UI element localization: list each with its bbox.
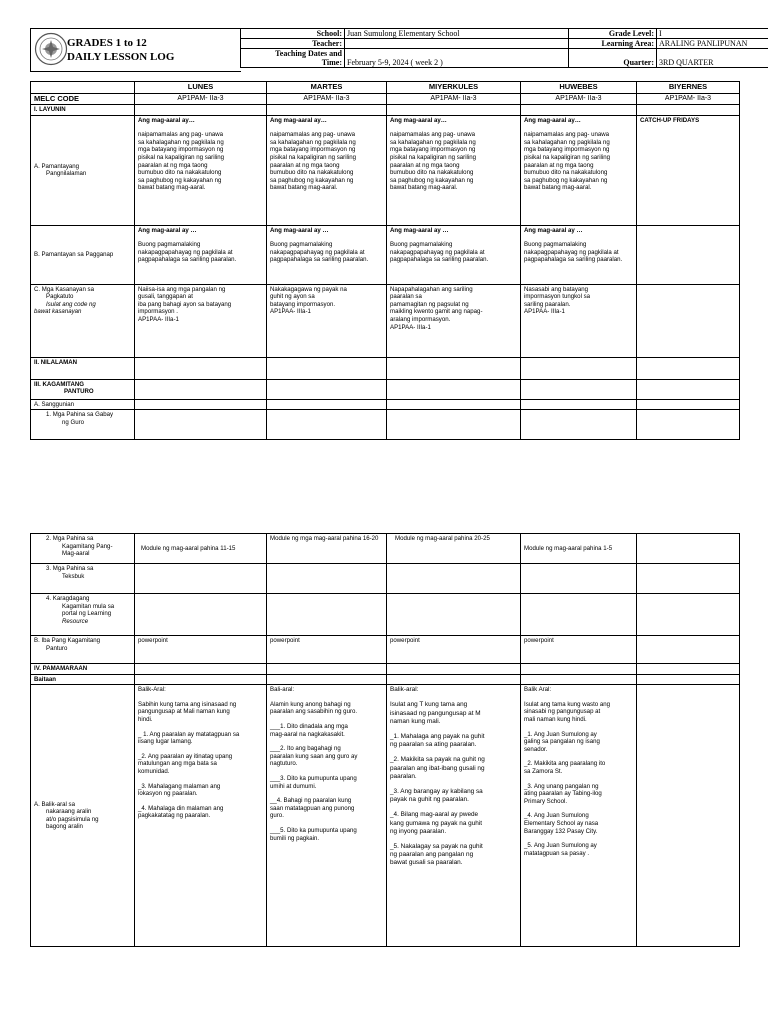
kasanayan-line: aralang impormasyon. bbox=[390, 315, 451, 323]
school-value: Juan Sumulong Elementary School bbox=[345, 29, 569, 39]
balik-aral-item: Primary School. bbox=[524, 797, 568, 805]
balik-aral-intro: pangungusap at Mali naman kung bbox=[138, 708, 230, 716]
balik-aral-martes bbox=[267, 685, 387, 947]
iba-pang-line2: Panturo bbox=[46, 644, 68, 652]
balik-aral-label bbox=[31, 685, 135, 947]
kasanayan-line: gusali, tanggapan at bbox=[138, 293, 193, 301]
kasanayan-line: Napapahalagahan ang sariling bbox=[390, 285, 473, 293]
balik-aral-item: _3. Mahalagang malaman ang bbox=[138, 782, 221, 790]
iba-pang-kagamitan-label bbox=[31, 636, 135, 664]
balik-aral-item: _3. Ang unang pangalan ng bbox=[524, 782, 599, 790]
pagganap-line: Buong pagmamalaking bbox=[524, 241, 587, 249]
quarter-label: Quarter: bbox=[569, 58, 657, 68]
kasanayan-huwebes bbox=[521, 284, 637, 357]
pangnilalaman-line: bumubuo dito na nakakatulong bbox=[390, 169, 474, 177]
kasanayan-line: impormasyon . bbox=[138, 308, 178, 316]
pangnilalaman-miyerkules bbox=[387, 115, 521, 225]
kasanayan-line: maikling kwento gamit ang napag- bbox=[390, 308, 483, 316]
grade-level-value: I bbox=[657, 29, 768, 39]
document-header bbox=[30, 28, 748, 72]
gabay-line1: 1. Mga Pahina sa Gabay bbox=[46, 411, 114, 419]
teacher-value bbox=[345, 39, 569, 49]
balik-aral-item: _2. Makikita sa payak na guhit ng bbox=[390, 756, 485, 764]
gabay-guro-label bbox=[31, 410, 135, 440]
lesson-log-table-part2 bbox=[30, 533, 740, 947]
kasanayan-line: sariling paaralan. bbox=[524, 300, 571, 308]
karagdagang-line2: Kagamitan mula sa bbox=[62, 602, 115, 610]
balik-aral-label-line4: bagong aralin bbox=[46, 823, 83, 831]
pangnilalaman-line: paaralan at ng mga taong bbox=[390, 161, 460, 169]
ang-mag-aaral-text: Ang mag-aaral ay … bbox=[270, 226, 329, 234]
pangnilalaman-line: mga batayang impormasyon ng bbox=[138, 146, 224, 154]
balik-aral-heading: Balik-Aral: bbox=[138, 686, 166, 694]
kasanayan-code: AP1PAA- IIIa-1 bbox=[524, 308, 565, 316]
balik-aral-item: ___3. Dito ka pumupunta upang bbox=[270, 774, 357, 782]
module-huwebes: Module ng mag-aaral pahina 1-5 bbox=[521, 534, 637, 564]
pangnilalaman-line: sa kahalagahan ng pagkilala ng bbox=[390, 138, 476, 146]
pangnilalaman-line: naipamamalas ang pag- unawa bbox=[138, 131, 224, 139]
kasanayan-label-line4: bawat kasanayan bbox=[34, 308, 82, 316]
balik-aral-item: lokasyon ng paaralan. bbox=[138, 790, 198, 798]
kasanayan-line: Naiisa-isa ang mga pangalan ng bbox=[138, 285, 226, 293]
teksbuk-line2: Teksbuk bbox=[62, 572, 85, 580]
balik-aral-label-line3: at/o pagsisimula ng bbox=[46, 815, 99, 823]
pagganap-line: pagpapahalaga sa sariling paaralan. bbox=[390, 256, 489, 264]
kasanayan-line: impormasyon tungkol sa bbox=[524, 293, 591, 301]
pangnilalaman-line: bawat batang mag-aaral. bbox=[270, 184, 338, 192]
karagdagang-kagamitan-label bbox=[31, 594, 135, 636]
balik-aral-intro: naman kung mali. bbox=[390, 717, 441, 725]
pamantayan-pagganap-label: B. Pamantayan sa Pagganap bbox=[31, 225, 135, 284]
baitaan-label: Baitaan bbox=[31, 674, 135, 685]
pangnilalaman-line: bumubuo dito na nakakatulong bbox=[270, 169, 354, 177]
teksbuk-label bbox=[31, 564, 135, 594]
balik-aral-item: _5. Ang Juan Sumulong ay bbox=[524, 842, 597, 850]
melc-code-miyerkules: AP1PAM- IIa-3 bbox=[387, 94, 521, 105]
pangnilalaman-line: bawat batang mag-aaral. bbox=[390, 184, 458, 192]
balik-aral-item: bawat gusali sa paaralan. bbox=[390, 859, 463, 867]
pagganap-line: nakapagpapahayag ng pagkilala at bbox=[270, 248, 365, 256]
balik-aral-item: _5. Nakalagay sa payak na guhit bbox=[390, 843, 483, 851]
kasanayan-line: guhit ng ayon sa bbox=[270, 293, 315, 301]
balik-aral-intro: Sabihin kung tama ang isinasaad ng bbox=[138, 700, 237, 708]
balik-aral-item: ating paaralan ay Tabing-ilog bbox=[524, 790, 602, 798]
balik-aral-heading: Balik-aral: bbox=[390, 686, 419, 694]
balik-aral-item: saan matatagpuan ang punong bbox=[270, 804, 355, 812]
pahina-kagamitan-label bbox=[31, 534, 135, 564]
balik-aral-item: ___2. Ito ang bagahagi ng bbox=[270, 745, 341, 753]
pangnilalaman-line: sa kahalagahan ng pagkilala ng bbox=[270, 138, 356, 146]
pagganap-line: pagpapahalaga sa sariling paaralan. bbox=[524, 256, 623, 264]
form-title-grades: GRADES 1 to 12 bbox=[67, 37, 147, 49]
balik-aral-item: pagkakatatag ng paaralan. bbox=[138, 812, 211, 820]
pangnilalaman-line: sa paghubog ng kakayahan ng bbox=[138, 176, 222, 184]
pangnilalaman-martes bbox=[267, 115, 387, 225]
balik-aral-item: matatagpuan sa pasay . bbox=[524, 849, 590, 857]
day-header-biyernes: BIYERNES bbox=[637, 82, 740, 94]
teaching-dates-value: February 5-9, 2024 ( week 2 ) bbox=[345, 58, 569, 68]
balik-aral-intro: Isulat ang tama kung wasto ang bbox=[524, 700, 611, 708]
deped-seal-icon bbox=[34, 32, 68, 66]
kasanayan-line: Nakakagagawa ng payak na bbox=[270, 285, 347, 293]
balik-aral-item: _1. Ang Juan Sumulong ay bbox=[524, 730, 597, 738]
ang-mag-aaral-text: Ang mag-aaral ay … bbox=[138, 226, 197, 234]
pagganap-line: Buong pagmamalaking bbox=[270, 241, 333, 249]
balik-aral-item: _1. Mahalaga ang payak na guhit bbox=[390, 733, 485, 740]
melc-code-lunes: AP1PAM- IIa-3 bbox=[135, 94, 267, 105]
pangnilalaman-line: pisikal na kapaligiran ng sariling bbox=[524, 153, 611, 161]
balik-aral-item: paaralan. bbox=[390, 772, 417, 780]
balik-aral-label-line1: A. Balik-aral sa bbox=[34, 800, 75, 808]
balik-aral-item: nagtuturo. bbox=[270, 760, 298, 768]
pangnilalaman-line: paaralan at ng mga taong bbox=[138, 161, 208, 169]
module-martes: Module ng mga mag-aaral pahina 16-20 bbox=[267, 534, 387, 564]
kagamitang-line1: III. KAGAMITANG bbox=[34, 380, 84, 388]
pagganap-huwebes bbox=[521, 225, 637, 284]
pangnilalaman-lunes bbox=[135, 115, 267, 225]
pagganap-line: Buong pagmamalaking bbox=[138, 241, 201, 249]
melc-code-biyernes: AP1PAM- IIa-3 bbox=[637, 94, 740, 105]
pangnilalaman-line: pisikal na kapaligiran ng sariling bbox=[390, 153, 477, 161]
pangnilalaman-line: sa paghubog ng kakayahan ng bbox=[390, 176, 474, 184]
corner-cell bbox=[31, 82, 135, 94]
day-header-huwebes: HUWEBES bbox=[521, 82, 637, 94]
balik-aral-item: paaralan kung saan ang guro ay bbox=[270, 752, 358, 760]
balik-aral-item: komunidad. bbox=[138, 767, 170, 775]
pangnilalaman-line: mga batayang impormasyon ng bbox=[270, 146, 356, 154]
pagganap-line: nakapagpapahayag ng pagkilala at bbox=[138, 248, 233, 256]
teaching-dates-label bbox=[241, 49, 345, 68]
balik-aral-huwebes bbox=[521, 685, 637, 947]
pangnilalaman-line: bawat batang mag-aaral. bbox=[524, 184, 592, 192]
balik-aral-item: paaralan ang ibat-ibang gusali ng bbox=[390, 764, 485, 772]
balik-aral-item: kang gumawa ng payak na guhit bbox=[390, 819, 483, 827]
teksbuk-line1: 3. Mga Pahina sa bbox=[46, 565, 94, 572]
balik-aral-item: ng inyong paaralan. bbox=[390, 827, 447, 835]
school-label: School: bbox=[241, 29, 345, 39]
day-header-lunes: LUNES bbox=[135, 82, 267, 94]
balik-aral-item: ng paaralan sa ating paaralan. bbox=[390, 741, 477, 749]
balik-aral-intro: mali naman kung hindi. bbox=[524, 715, 587, 723]
section-nilalaman: II. NILALAMAN bbox=[31, 357, 135, 379]
powerpoint-lunes: powerpoint bbox=[135, 636, 267, 664]
balik-aral-lunes bbox=[135, 685, 267, 947]
pahina-kagamitan-line3: Mag-aaral bbox=[62, 550, 90, 558]
pangnilalaman-line: paaralan at ng mga taong bbox=[270, 161, 340, 169]
ang-mag-aaral-text: Ang mag-aaral ay… bbox=[390, 116, 447, 124]
header-info-table bbox=[240, 28, 768, 68]
day-header-miyerkules: MIYERKULES bbox=[387, 82, 521, 94]
balik-aral-item: _4. Mahalaga din malaman ang bbox=[138, 804, 224, 812]
powerpoint-miyerkules: powerpoint bbox=[387, 636, 521, 664]
balik-aral-item: mag-aaral na nagkakasakit. bbox=[270, 730, 345, 738]
balik-aral-item: ___1. Dito dinadala ang mga bbox=[270, 722, 348, 730]
balik-aral-item: iisang lugar lamang. bbox=[138, 738, 193, 746]
pagganap-lunes bbox=[135, 225, 267, 284]
balik-aral-item: _3. Ang barangay ay kabilang sa bbox=[390, 788, 483, 796]
balik-aral-intro: paaralan ang sasabihin ng guro. bbox=[270, 708, 358, 716]
kasanayan-line: pamamagitan ng pagsulat ng bbox=[390, 300, 469, 308]
melc-code-martes: AP1PAM- IIa-3 bbox=[267, 94, 387, 105]
balik-aral-item: guro. bbox=[270, 812, 284, 820]
pangnilalaman-line: bawat batang mag-aaral. bbox=[138, 184, 206, 192]
balik-aral-item: _2. Makikita ang paaralang ito bbox=[524, 760, 606, 768]
kasanayan-martes bbox=[267, 284, 387, 357]
gabay-line2: ng Guro bbox=[62, 418, 85, 426]
pangnilalaman-line: sa paghubog ng kakayahan ng bbox=[270, 176, 354, 184]
pangnilalaman-line: sa paghubog ng kakayahan ng bbox=[524, 176, 608, 184]
pangnilalaman-line: bumubuo dito na nakakatulong bbox=[138, 169, 222, 177]
module-miyerkules: Module ng mag-aaral pahina 20-25 bbox=[387, 534, 521, 564]
pagganap-martes bbox=[267, 225, 387, 284]
ang-mag-aaral-text: Ang mag-aaral ay… bbox=[524, 116, 581, 124]
pagganap-line: nakapagpapahayag ng pagkilala at bbox=[390, 248, 485, 256]
module-lunes: Module ng mag-aaral pahina 11-15 bbox=[135, 534, 267, 564]
pagganap-line: pagpapahalaga sa sariling paaralan. bbox=[138, 256, 237, 264]
kasanayan-line: paaralan sa bbox=[390, 293, 422, 301]
ang-mag-aaral-text: Ang mag-aaral ay … bbox=[524, 226, 583, 234]
pagganap-line: pagpapahalaga sa sariling paaralan. bbox=[270, 256, 369, 264]
learning-area-label: Learning Area: bbox=[569, 39, 657, 49]
kagamitang-line2: PANTURO bbox=[64, 388, 94, 396]
pangnilalaman-line: paaralan at ng mga taong bbox=[524, 161, 594, 169]
karagdagang-line3: portal ng Learning bbox=[62, 610, 112, 618]
kasanayan-label bbox=[31, 284, 135, 357]
pagganap-line: Buong pagmamalaking bbox=[390, 241, 453, 249]
kasanayan-miyerkules bbox=[387, 284, 521, 357]
balik-aral-item: _4. Bilang mag-aaral ay pwede bbox=[390, 811, 479, 819]
balik-aral-item: umihi at dumumi. bbox=[270, 782, 317, 790]
powerpoint-huwebes: powerpoint bbox=[521, 636, 637, 664]
kasanayan-line: batayang impormasyon. bbox=[270, 300, 336, 308]
balik-aral-intro: hindi. bbox=[138, 715, 153, 723]
pahina-kagamitan-line1: 2. Mga Pahina sa bbox=[46, 535, 94, 542]
kasanayan-label-line2: Pagkatuto bbox=[46, 293, 74, 301]
pamantayang-label-line2: Pangnilalaman bbox=[46, 170, 87, 178]
sanggunian-label: A. Sanggunian bbox=[31, 399, 135, 410]
balik-aral-label-line2: nakaraang aralin bbox=[46, 808, 92, 816]
iba-pang-line1: B. Iba Pang Kagamitang bbox=[34, 637, 101, 644]
pangnilalaman-line: naipamamalas ang pag- unawa bbox=[524, 131, 610, 139]
balik-aral-intro: Isulat ang T kung tama ang bbox=[390, 701, 468, 709]
balik-aral-intro: isinasaad ng pangungusap at M bbox=[390, 709, 481, 717]
learning-area-value: ARALING PANLIPUNAN bbox=[657, 39, 768, 49]
pangnilalaman-line: mga batayang impormasyon ng bbox=[524, 146, 610, 154]
ang-mag-aaral-text: Ang mag-aaral ay… bbox=[138, 116, 195, 124]
balik-aral-miyerkules bbox=[387, 685, 521, 947]
quarter-value: 3RD QUARTER bbox=[657, 58, 768, 68]
balik-aral-item: Baranggay 132 Pasay City. bbox=[524, 827, 598, 835]
ang-mag-aaral-text: Ang mag-aaral ay… bbox=[270, 116, 327, 124]
pahina-kagamitan-line2: Kagamitang Pang- bbox=[62, 542, 113, 550]
kasanayan-label-line1: C. Mga Kasanayan sa bbox=[34, 285, 94, 293]
melc-code-label: MELC CODE bbox=[31, 94, 135, 105]
catch-up-fridays: CATCH-UP FRIDAYS bbox=[637, 115, 740, 225]
pangnilalaman-line: naipamamalas ang pag- unawa bbox=[270, 131, 356, 139]
grade-level-label: Grade Level: bbox=[569, 29, 657, 39]
teaching-dates-label-line1: Teaching Dates and bbox=[275, 49, 342, 58]
pangnilalaman-line: sa kahalagahan ng pagkilala ng bbox=[524, 138, 610, 146]
pangnilalaman-line: mga batayang impormasyon ng bbox=[390, 146, 476, 154]
kasanayan-line: Nasasabi ang batayang bbox=[524, 285, 589, 293]
melc-code-huwebes: AP1PAM- IIa-3 bbox=[521, 94, 637, 105]
pangnilalaman-line: pisikal na kapaligiran ng sariling bbox=[138, 153, 225, 161]
pagganap-line: nakapagpapahayag ng pagkilala at bbox=[524, 248, 619, 256]
balik-aral-item: galing sa pangalan ng isang bbox=[524, 738, 600, 746]
pamantayang-label-line1: A. Pamantayang bbox=[34, 162, 80, 170]
kasanayan-line: iba pang bahagi ayon sa batayang bbox=[138, 300, 232, 308]
karagdagang-line1: 4. Karagdagang bbox=[46, 595, 90, 602]
kasanayan-label-line3: Isulat ang code ng bbox=[46, 300, 96, 308]
balik-aral-item: sa Zamora St. bbox=[524, 767, 563, 775]
kasanayan-code: AP1PAA- IIIa-1 bbox=[270, 308, 311, 316]
pagganap-miyerkules bbox=[387, 225, 521, 284]
day-header-martes: MARTES bbox=[267, 82, 387, 94]
balik-aral-item: payak na guhit ng paaralan. bbox=[390, 796, 469, 804]
pangnilalaman-line: bumubuo dito na nakakatulong bbox=[524, 169, 608, 177]
powerpoint-martes: powerpoint bbox=[267, 636, 387, 664]
balik-aral-item: _2. Ang paaralan ay itinatag upang bbox=[138, 752, 233, 760]
balik-aral-item: _4. Ang Juan Sumulong bbox=[524, 812, 589, 820]
header-logo-box bbox=[30, 28, 241, 72]
karagdagang-line4: Resource bbox=[62, 617, 89, 625]
balik-aral-intro: Alamin kung anong bahagi ng bbox=[270, 700, 351, 708]
lesson-log-table-part1 bbox=[30, 81, 740, 440]
balik-aral-heading: Bali-aral: bbox=[270, 686, 295, 694]
balik-aral-intro: sinasabi ng pangungusap at bbox=[524, 708, 601, 716]
section-pamamaraan: IV. PAMAMARAAN bbox=[31, 664, 135, 675]
section-kagamitang-panturo bbox=[31, 379, 135, 399]
balik-aral-heading: Balik Aral: bbox=[524, 686, 552, 694]
section-layunin: I. LAYUNIN bbox=[31, 105, 135, 116]
kasanayan-code: AP1PAA- IIIa-1 bbox=[390, 323, 431, 331]
balik-aral-item: _ 1. Ang paaralan ay matatagpuan sa bbox=[138, 730, 240, 738]
pangnilalaman-line: naipamamalas ang pag- unawa bbox=[390, 131, 476, 139]
balik-aral-item: Elementary School ay nasa bbox=[524, 819, 599, 827]
balik-aral-item: senador. bbox=[524, 745, 548, 753]
pamantayang-pangnilalaman-label bbox=[31, 115, 135, 225]
ang-mag-aaral-text: Ang mag-aaral ay … bbox=[390, 226, 449, 234]
balik-aral-item: ___5. Dito ka pumupunta upang bbox=[270, 826, 357, 834]
balik-aral-item: matulungan ang mga bata sa bbox=[138, 760, 217, 768]
balik-aral-item: ng paaralan ang pangalan ng bbox=[390, 851, 474, 859]
pangnilalaman-huwebes bbox=[521, 115, 637, 225]
form-title-dll: DAILY LESSON LOG bbox=[67, 51, 175, 63]
kasanayan-lunes bbox=[135, 284, 267, 357]
pangnilalaman-line: sa kahalagahan ng pagkilala ng bbox=[138, 138, 224, 146]
teaching-dates-label-line2: Time: bbox=[321, 58, 342, 67]
balik-aral-item: bumili ng pagkain. bbox=[270, 834, 320, 842]
kasanayan-code: AP1PAA- IIIa-1 bbox=[138, 315, 179, 323]
balik-aral-item: __4. Bahagi ng paaralan kung bbox=[270, 797, 352, 805]
pangnilalaman-line: pisikal na kapaligiran ng sariling bbox=[270, 153, 357, 161]
teacher-label: Teacher: bbox=[241, 39, 345, 49]
